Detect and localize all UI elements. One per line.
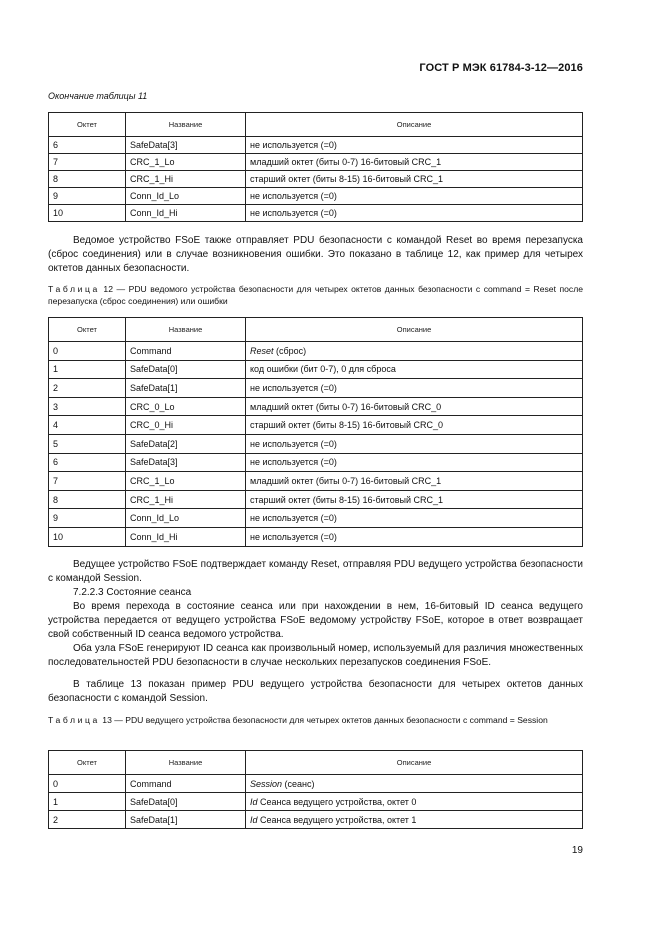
cell-name: Conn_Id_Hi: [126, 205, 246, 222]
cell-octet: 9: [49, 509, 126, 528]
table-11-end: [48, 112, 583, 222]
cell-description: не используется (=0): [246, 188, 583, 205]
table-row: [49, 342, 583, 361]
table13-caption-word: Таблица: [48, 715, 100, 725]
cell-name: SafeData[2]: [126, 434, 246, 453]
cell-description: код ошибки (бит 0-7), 0 для сброса: [246, 360, 583, 379]
cell-octet: 8: [49, 490, 126, 509]
table11-continuation-caption: Окончание таблицы 11: [48, 91, 148, 101]
table-row: [49, 811, 583, 829]
cell-description: младший октет (биты 0-7) 16-битовый CRC_1: [246, 472, 583, 491]
cell-octet: 10: [49, 527, 126, 546]
table-row: [49, 527, 583, 546]
table-row: [49, 416, 583, 435]
table-row: [49, 793, 583, 811]
cell-description: не используется (=0): [246, 509, 583, 528]
cell-octet: 4: [49, 416, 126, 435]
table-row: [49, 434, 583, 453]
cell-description: младший октет (биты 0-7) 16-битовый CRC_1: [246, 154, 583, 171]
cell-description: старший октет (биты 8-15) 16-битовый CRC_0: [246, 416, 583, 435]
table13-caption-text: 13 — PDU ведущего устройства безопасности для четырех октетов данных безопасности с command = Session: [102, 715, 548, 725]
cell-description: не используется (=0): [246, 453, 583, 472]
table-row: [49, 379, 583, 398]
page-number: 19: [571, 845, 583, 856]
cell-name: SafeData[3]: [126, 137, 246, 154]
cell-name: CRC_0_Lo: [126, 397, 246, 416]
cell-octet: 0: [49, 342, 126, 361]
column-header-description: Описание: [246, 113, 583, 137]
table13-caption: [48, 715, 583, 727]
paragraph-table13-intro: В таблице 13 показан пример PDU ведущего устройства безопасности для четырех октетов данных безопасности с командой Session.: [48, 679, 583, 704]
column-header-description: Описание: [246, 751, 583, 775]
cell-name: CRC_1_Hi: [126, 171, 246, 188]
table-row: [49, 154, 583, 171]
table12-caption-text: 12 — PDU ведомого устройства безопасности для четырех октетов данных безопасности с command = Reset после перезапуска (сброс соединения) или ошибки: [48, 284, 583, 306]
cell-name: Command: [126, 342, 246, 361]
cell-octet: 3: [49, 397, 126, 416]
cell-octet: 7: [49, 154, 126, 171]
cell-name: SafeData[3]: [126, 453, 246, 472]
cell-octet: 8: [49, 171, 126, 188]
paragraph-session-transition: Во время перехода в состояние сеанса или при нахождении в нем, 16-битовый ID сеанса ведущего устройства передается от ведущего устройства FSoE ведомому устройству FSoE, которое в ответ возвращает свой собственный ID сеанса ведомого устройства.: [48, 601, 583, 640]
cell-octet: 0: [49, 775, 126, 793]
cell-description: Id Сеанса ведущего устройства, октет 1: [246, 811, 583, 829]
cell-octet: 2: [49, 379, 126, 398]
table12-caption-word: Таблица: [48, 284, 100, 294]
table-12: [48, 317, 583, 547]
table-row: [49, 397, 583, 416]
table-13: [48, 750, 583, 829]
cell-description: Session (сеанс): [246, 775, 583, 793]
cell-name: CRC_1_Hi: [126, 490, 246, 509]
table-row: [49, 360, 583, 379]
cell-octet: 10: [49, 205, 126, 222]
column-header-description: Описание: [246, 318, 583, 342]
cell-name: SafeData[1]: [126, 379, 246, 398]
table12-caption: [48, 284, 583, 307]
column-header-octet: Октет: [49, 318, 126, 342]
cell-name: CRC_1_Lo: [126, 472, 246, 491]
table-row: [49, 137, 583, 154]
cell-octet: 5: [49, 434, 126, 453]
paragraph-master-ack: Ведущее устройство FSoE подтверждает команду Reset, отправляя PDU ведущего устройства безопасности с командой Session.: [48, 559, 583, 584]
cell-octet: 1: [49, 793, 126, 811]
cell-octet: 9: [49, 188, 126, 205]
document-code-header: ГОСТ Р МЭК 61784-3-12—2016: [419, 62, 583, 74]
cell-name: Conn_Id_Lo: [126, 509, 246, 528]
cell-description: не используется (=0): [246, 205, 583, 222]
cell-name: SafeData[0]: [126, 793, 246, 811]
cell-name: SafeData[1]: [126, 811, 246, 829]
table-row: [49, 171, 583, 188]
column-header-name: Название: [126, 318, 246, 342]
cell-description: не используется (=0): [246, 137, 583, 154]
cell-description: старший октет (биты 8-15) 16-битовый CRC_1: [246, 171, 583, 188]
column-header-octet: Октет: [49, 113, 126, 137]
table-row: [49, 205, 583, 222]
table-row: [49, 188, 583, 205]
section-heading-7-2-2-3: 7.2.2.3 Состояние сеанса: [73, 587, 192, 598]
cell-description: Reset (сброс): [246, 342, 583, 361]
cell-name: Conn_Id_Lo: [126, 188, 246, 205]
cell-octet: 2: [49, 811, 126, 829]
cell-name: CRC_0_Hi: [126, 416, 246, 435]
cell-description: не используется (=0): [246, 527, 583, 546]
table-row: [49, 490, 583, 509]
cell-description: младший октет (биты 0-7) 16-битовый CRC_0: [246, 397, 583, 416]
cell-name: Command: [126, 775, 246, 793]
table-row: [49, 509, 583, 528]
cell-description: Id Сеанса ведущего устройства, октет 0: [246, 793, 583, 811]
cell-name: CRC_1_Lo: [126, 154, 246, 171]
table-row: [49, 472, 583, 491]
cell-description: не используется (=0): [246, 434, 583, 453]
column-header-name: Название: [126, 751, 246, 775]
column-header-name: Название: [126, 113, 246, 137]
cell-octet: 6: [49, 453, 126, 472]
cell-name: Conn_Id_Hi: [126, 527, 246, 546]
column-header-octet: Октет: [49, 751, 126, 775]
cell-name: SafeData[0]: [126, 360, 246, 379]
table-row: [49, 775, 583, 793]
cell-octet: 7: [49, 472, 126, 491]
paragraph-session-id: Оба узла FSoE генерируют ID сеанса как произвольный номер, используемый для различия множественных последовательностей PDU безопасности в случае нескольких перезапусков соединения FSoE.: [48, 643, 583, 668]
cell-description: не используется (=0): [246, 379, 583, 398]
cell-octet: 1: [49, 360, 126, 379]
table-row: [49, 453, 583, 472]
paragraph-slave-reset: Ведомое устройство FSoE также отправляет PDU безопасности с командой Reset во время перезапуска (сброс соединения) или в случае возникновения ошибки. Это показано в таблице 12, как пример для четырех октетов данных безопасности.: [48, 235, 583, 274]
cell-description: старший октет (биты 8-15) 16-битовый CRC_1: [246, 490, 583, 509]
cell-octet: 6: [49, 137, 126, 154]
